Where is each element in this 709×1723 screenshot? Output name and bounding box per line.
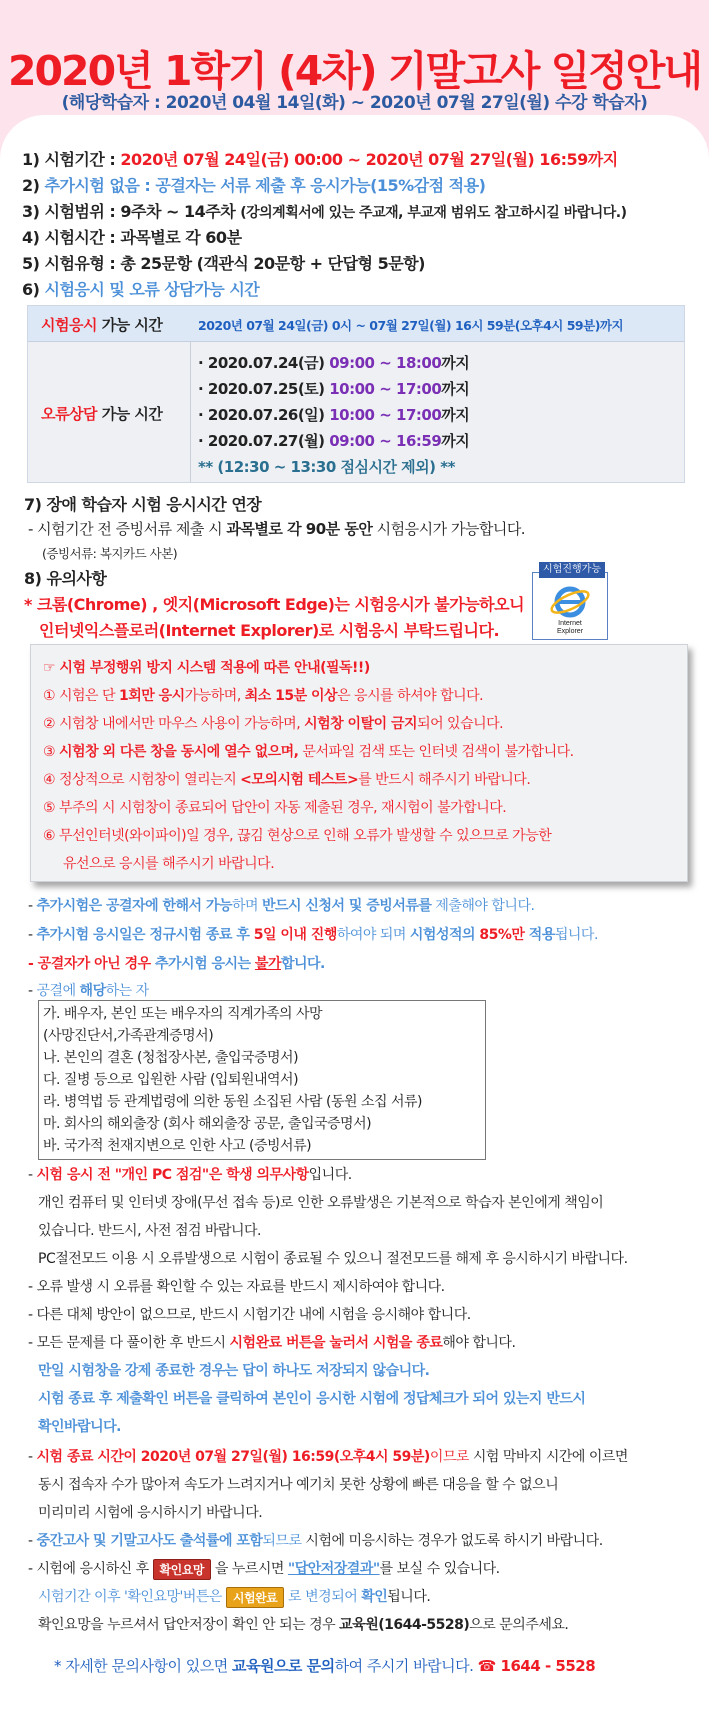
exam-scope-label: 3) 시험범위 : 9주차 ~ 14주차 (22, 202, 241, 221)
ie-available-tag: 시험진행가능 (539, 562, 605, 578)
help-row-time: 09:00 ~ 16:59 (329, 432, 442, 450)
note-emphasis: 반드시 신청서 및 증빙서류를 (261, 898, 432, 914)
note-contact-center (38, 1614, 568, 1634)
note-text: 되므로 (262, 1533, 302, 1549)
note-text: 시험 막바지 시간에 이르면 (468, 1449, 628, 1465)
note-end-time-detail: 미리미리 시험에 응시하시기 바랍니다. (38, 1505, 263, 1521)
absence-reasons-box (38, 1000, 486, 1160)
help-row (198, 378, 469, 399)
note-emphasis: "답안저장결과" (287, 1561, 380, 1577)
help-row-time: 09:00 ~ 18:00 (329, 354, 442, 372)
exam-type: 5) 시험유형 : 총 25문항 (객관식 20문항 + 단답형 5문항) (22, 254, 425, 273)
note-emphasis: 확인 (361, 1589, 388, 1605)
ie-caption-2: Explorer (556, 628, 584, 635)
help-row-suffix: 까지 (441, 432, 470, 450)
schedule-divider (190, 341, 191, 482)
rule-text: 가능하며, (184, 688, 245, 704)
footer-text: * 자세한 문의사항이 있으면 (54, 1657, 232, 1675)
exam-hours-label-rest: 가능 시간 (96, 316, 163, 334)
reason-item: 다. 질병 등으로 입원한 사람 (입퇴원내역서) (43, 1072, 299, 1088)
rule-emphasis: 최소 15분 이상 (244, 688, 338, 704)
note-text: 하여야 되며 (336, 927, 410, 943)
help-row-suffix: 까지 (441, 406, 470, 424)
reason-item: 마. 회사의 해외출장 (회사 해외출장 공문, 출입국증명서) (43, 1116, 372, 1132)
note-emphasis: 시험 종료 시간이 2020년 07월 27일(월) 16:59(오후4시 59분) (36, 1449, 430, 1465)
note-submit-check: 시험 종료 후 제출확인 버튼을 클릭하여 본인이 응시한 시험에 정답체크가 되어 있는지 반드시 (38, 1391, 586, 1407)
note-text: 확인요망을 누르셔서 답안저장이 확인 안 되는 경우 (38, 1617, 340, 1633)
anti-cheating-title: ☞ 시험 부정행위 방지 시스템 적용에 따른 안내(필독!!) (43, 660, 370, 676)
note-text: - 모든 문제를 다 풀이한 후 반드시 (28, 1335, 230, 1351)
exam-period (22, 147, 618, 170)
rule-emphasis: 1회만 응시 (119, 688, 185, 704)
help-row (198, 404, 469, 425)
rule-text: 를 반드시 해주시기 바랍니다. (358, 772, 531, 788)
help-hours-label (41, 403, 162, 424)
note-end-time-detail: 동시 접속자 수가 많아져 속도가 느려지거나 예기치 못한 상황에 빠른 대응을 할 수 없으니 (38, 1477, 559, 1493)
note-dash: - (28, 1449, 37, 1465)
note-text: 해야 합니다. (442, 1335, 516, 1351)
exam-period-value: 2020년 07월 24일(금) 00:00 ~ 2020년 07월 27일(월) 16:59까지 (120, 150, 618, 169)
section7-text-c: 시험응시가 가능합니다. (372, 520, 526, 538)
reason-item: 라. 병역법 등 관계법령에 의한 동원 소집된 사람 (동원 소집 서류) (43, 1094, 422, 1110)
note-emphasis: 시험성적의 (409, 927, 480, 943)
rule-5: ⑤ 부주의 시 시험창이 종료되어 답안이 자동 제출된 경우, 재시험이 불가합니다. (43, 800, 507, 816)
note-emphasis: 불가 (254, 956, 281, 972)
rule-text: ② 시험창 내에서만 마우스 사용이 가능하며, (43, 716, 305, 732)
note-text: 으로 문의주세요. (469, 1617, 569, 1633)
help-row-suffix: 까지 (441, 354, 470, 372)
rule-text: 은 응시를 하셔야 합니다. (337, 688, 484, 704)
note-emphasis: 추가시험은 공결자에 한해서 가능 (36, 898, 232, 914)
note-text: - 공결자가 아닌 경우 (28, 956, 155, 972)
exam-hours-label-red: 시험응시 (41, 316, 97, 334)
note-dash: - (28, 1533, 37, 1549)
phone-number[interactable]: ☎ 1644 - 5528 (477, 1657, 596, 1675)
help-row-date: · 2020.07.25(토) (198, 380, 330, 398)
note-text: 를 보실 수 있습니다. (379, 1561, 500, 1577)
rule-text: ③ (43, 744, 60, 760)
note-forced-close: 만일 시험창을 강제 종료한 경우는 답이 하나도 저장되지 않습니다. (38, 1363, 430, 1379)
note-text: 공결에 (36, 983, 80, 999)
no-makeup-exam (22, 173, 485, 196)
rule-emphasis: <모의시험 테스트> (240, 772, 359, 788)
note-emphasis: 중간고사 및 기말고사도 출석률에 포함 (36, 1533, 263, 1549)
help-row-time: 10:00 ~ 17:00 (329, 380, 442, 398)
rule-6: ⑥ 무선인터넷(와이파이)일 경우, 끊김 현상으로 인해 오류가 발생할 수 있으므로 가능한 (43, 828, 552, 844)
help-row-date: · 2020.07.27(월) (198, 432, 330, 450)
rule-text: 되어 있습니다. (417, 716, 504, 732)
note-submit-check-cont: 확인바랍니다. (38, 1419, 121, 1435)
note-not-allowed (28, 953, 325, 973)
help-row-suffix: 까지 (441, 380, 470, 398)
reason-item: 가. 배우자, 본인 또는 배우자의 직계가족의 사망 (43, 1006, 323, 1022)
note-emphasis: 추가시험 응시는 (155, 956, 255, 972)
note-makeup-date (28, 924, 598, 944)
note-text: 시험기간 이후 '확인요망'버튼은 (38, 1589, 226, 1605)
note-dash: - (28, 898, 37, 914)
note-text: 제출해야 합니다. (431, 898, 535, 914)
note-text: 이므로 (429, 1449, 469, 1465)
note-emphasis: 85%만 (479, 927, 525, 943)
note-text: 입니다. (308, 1167, 352, 1183)
browser-notice-line2: 인터넷익스플로러(Internet Explorer)로 시험응시 부탁드립니다. (39, 621, 500, 640)
section7-text-a: - 시험기간 전 증빙서류 제출 시 (28, 520, 227, 538)
rule-text: 문서파일 검색 또는 인터넷 검색이 불가합니다. (298, 744, 574, 760)
note-absence-heading (28, 980, 149, 1000)
note-text: 됩니다. (387, 1589, 431, 1605)
note-text: 시험에 미응시하는 경우가 없도록 하시기 바랍니다. (301, 1533, 603, 1549)
exam-hours-heading-text: 시험응시 및 오류 상담가능 시간 (44, 280, 260, 299)
confirm-required-button[interactable]: 확인요망 (153, 1559, 211, 1580)
rule-1 (43, 685, 483, 705)
help-hours-label-red: 오류상담 (41, 405, 97, 423)
exam-hours-value: 2020년 07월 24일(금) 0시 ~ 07월 27일(월) 16시 59분(오후4시 59분)까지 (198, 318, 624, 333)
help-row-time: 10:00 ~ 17:00 (329, 406, 442, 424)
help-row (198, 352, 469, 373)
note-text: 로 변경되어 (284, 1589, 362, 1605)
page-title: 2020년 1학기 (4차) 기말고사 일정안내 (7, 47, 701, 95)
note-emphasis: 교육원(1644-5528) (339, 1617, 470, 1633)
note-confirm-button (28, 1558, 500, 1580)
exam-period-label: 1) 시험기간 : (22, 150, 121, 169)
note-makeup-eligibility (28, 895, 534, 915)
note-error-evidence: - 오류 발생 시 오류를 확인할 수 있는 자료를 반드시 제시하여야 합니다. (28, 1279, 445, 1295)
section7-heading: 7) 장애 학습자 시험 응시시간 연장 (24, 495, 262, 514)
footer-emphasis: 교육원으로 문의 (231, 1657, 335, 1675)
reason-item: (사망진단서,가족관계증명서) (43, 1028, 214, 1044)
note-pc-check (28, 1164, 352, 1184)
note-text: - 시험에 응시하신 후 (28, 1561, 153, 1577)
rule-4 (43, 769, 530, 789)
note-emphasis: 적용 (524, 927, 555, 943)
anti-cheating-box (30, 644, 688, 882)
section8-heading: 8) 유의사항 (24, 569, 107, 588)
page-subtitle: (해당학습자 : 2020년 04월 14일(화) ~ 2020년 07월 27일(월) 수강 학습자) (61, 93, 648, 113)
no-makeup-text: 추가시험 없음 : 공결자는 서류 제출 후 응시가능(15%감점 적용) (44, 176, 486, 195)
rule-2 (43, 713, 503, 733)
lunch-note: ** (12:30 ~ 13:30 점심시간 제외) ** (198, 458, 455, 476)
note-emphasis: 추가시험 응시일은 정규시험 종료 후 (36, 927, 254, 943)
footer-text: 하여 주시기 바랍니다. (334, 1657, 478, 1675)
note-button-change (38, 1586, 430, 1608)
note-pc-check-detail: 있습니다. 반드시, 사전 점검 바랍니다. (38, 1223, 262, 1239)
note-finish-button (28, 1332, 515, 1352)
note-text: 합니다. (280, 956, 325, 972)
help-row-date: · 2020.07.26(일) (198, 406, 330, 424)
item-number: 6) (22, 280, 45, 299)
exam-duration: 4) 시험시간 : 과목별로 각 60분 (22, 228, 242, 247)
note-power-saving: PC절전모드 이용 시 오류발생으로 시험이 종료될 수 있으니 절전모드를 해제 후 응시하시기 바랍니다. (38, 1251, 628, 1267)
note-dash: - (28, 927, 37, 943)
ie-logo-box (532, 572, 608, 640)
help-row-date: · 2020.07.24(금) (198, 354, 330, 372)
footer-contact (54, 1655, 595, 1676)
item-number: 2) (22, 176, 45, 195)
rule-text: ④ 정상적으로 시험창이 열리는지 (43, 772, 241, 788)
rule-3 (43, 741, 574, 761)
exam-scope (22, 199, 627, 222)
note-emphasis: 시험완료 버튼을 눌러서 시험을 종료 (229, 1335, 443, 1351)
note-text: 됩니다. (554, 927, 598, 943)
reason-item: 나. 본인의 결혼 (청첩장사본, 출입국증명서) (43, 1050, 299, 1066)
note-end-time (28, 1446, 628, 1466)
note-attendance (28, 1530, 603, 1550)
reason-item: 바. 국가적 천재지변으로 인한 사고 (증빙서류) (43, 1138, 312, 1154)
help-row (198, 430, 469, 451)
exam-hours-label (41, 314, 162, 335)
browser-notice-line1: * 크롬(Chrome) , 엣지(Microsoft Edge)는 시험응시가 불가능하오니 (24, 595, 525, 614)
note-pc-check-detail: 개인 컴퓨터 및 인터넷 장애(무선 접속 등)로 인한 오류발생은 기본적으로 학습자 본인에게 책임이 (38, 1195, 604, 1211)
help-hours-label-rest: 가능 시간 (96, 405, 163, 423)
exam-complete-button[interactable]: 시험완료 (226, 1587, 284, 1608)
note-text: 을 누르시면 (210, 1561, 288, 1577)
rule-emphasis: 시험창 이탈이 금지 (304, 716, 418, 732)
ie-caption-1: Internet (558, 620, 582, 627)
exam-scope-note: (강의계획서에 있는 주교재, 부교재 범위도 참고하시길 바랍니다.) (240, 205, 627, 221)
rule-emphasis: 시험창 외 다른 창을 동시에 열수 없으며, (59, 744, 299, 760)
note-emphasis: 5일 이내 진행 (253, 927, 337, 943)
rule-6-cont: 유선으로 응시를 해주시기 바랍니다. (63, 856, 275, 872)
section7-note: (증빙서류: 복지카드 사본) (42, 546, 178, 561)
note-dash: - (28, 1167, 37, 1183)
note-no-alternative: - 다른 대체 방안이 없으므로, 반드시 시험기간 내에 시험을 응시해야 합니다. (28, 1307, 471, 1323)
note-text: 하며 (231, 898, 262, 914)
section7-text-b: 과목별로 각 90분 동안 (226, 520, 373, 538)
section7-text (28, 518, 525, 539)
exam-hours-heading (22, 277, 259, 300)
note-emphasis: 해당 (79, 983, 106, 999)
rule-text: ① 시험은 단 (43, 688, 119, 704)
note-dash: - (28, 983, 37, 999)
note-text: 하는 자 (105, 983, 149, 999)
note-emphasis: 시험 응시 전 "개인 PC 점검"은 학생 의무사항 (36, 1167, 309, 1183)
